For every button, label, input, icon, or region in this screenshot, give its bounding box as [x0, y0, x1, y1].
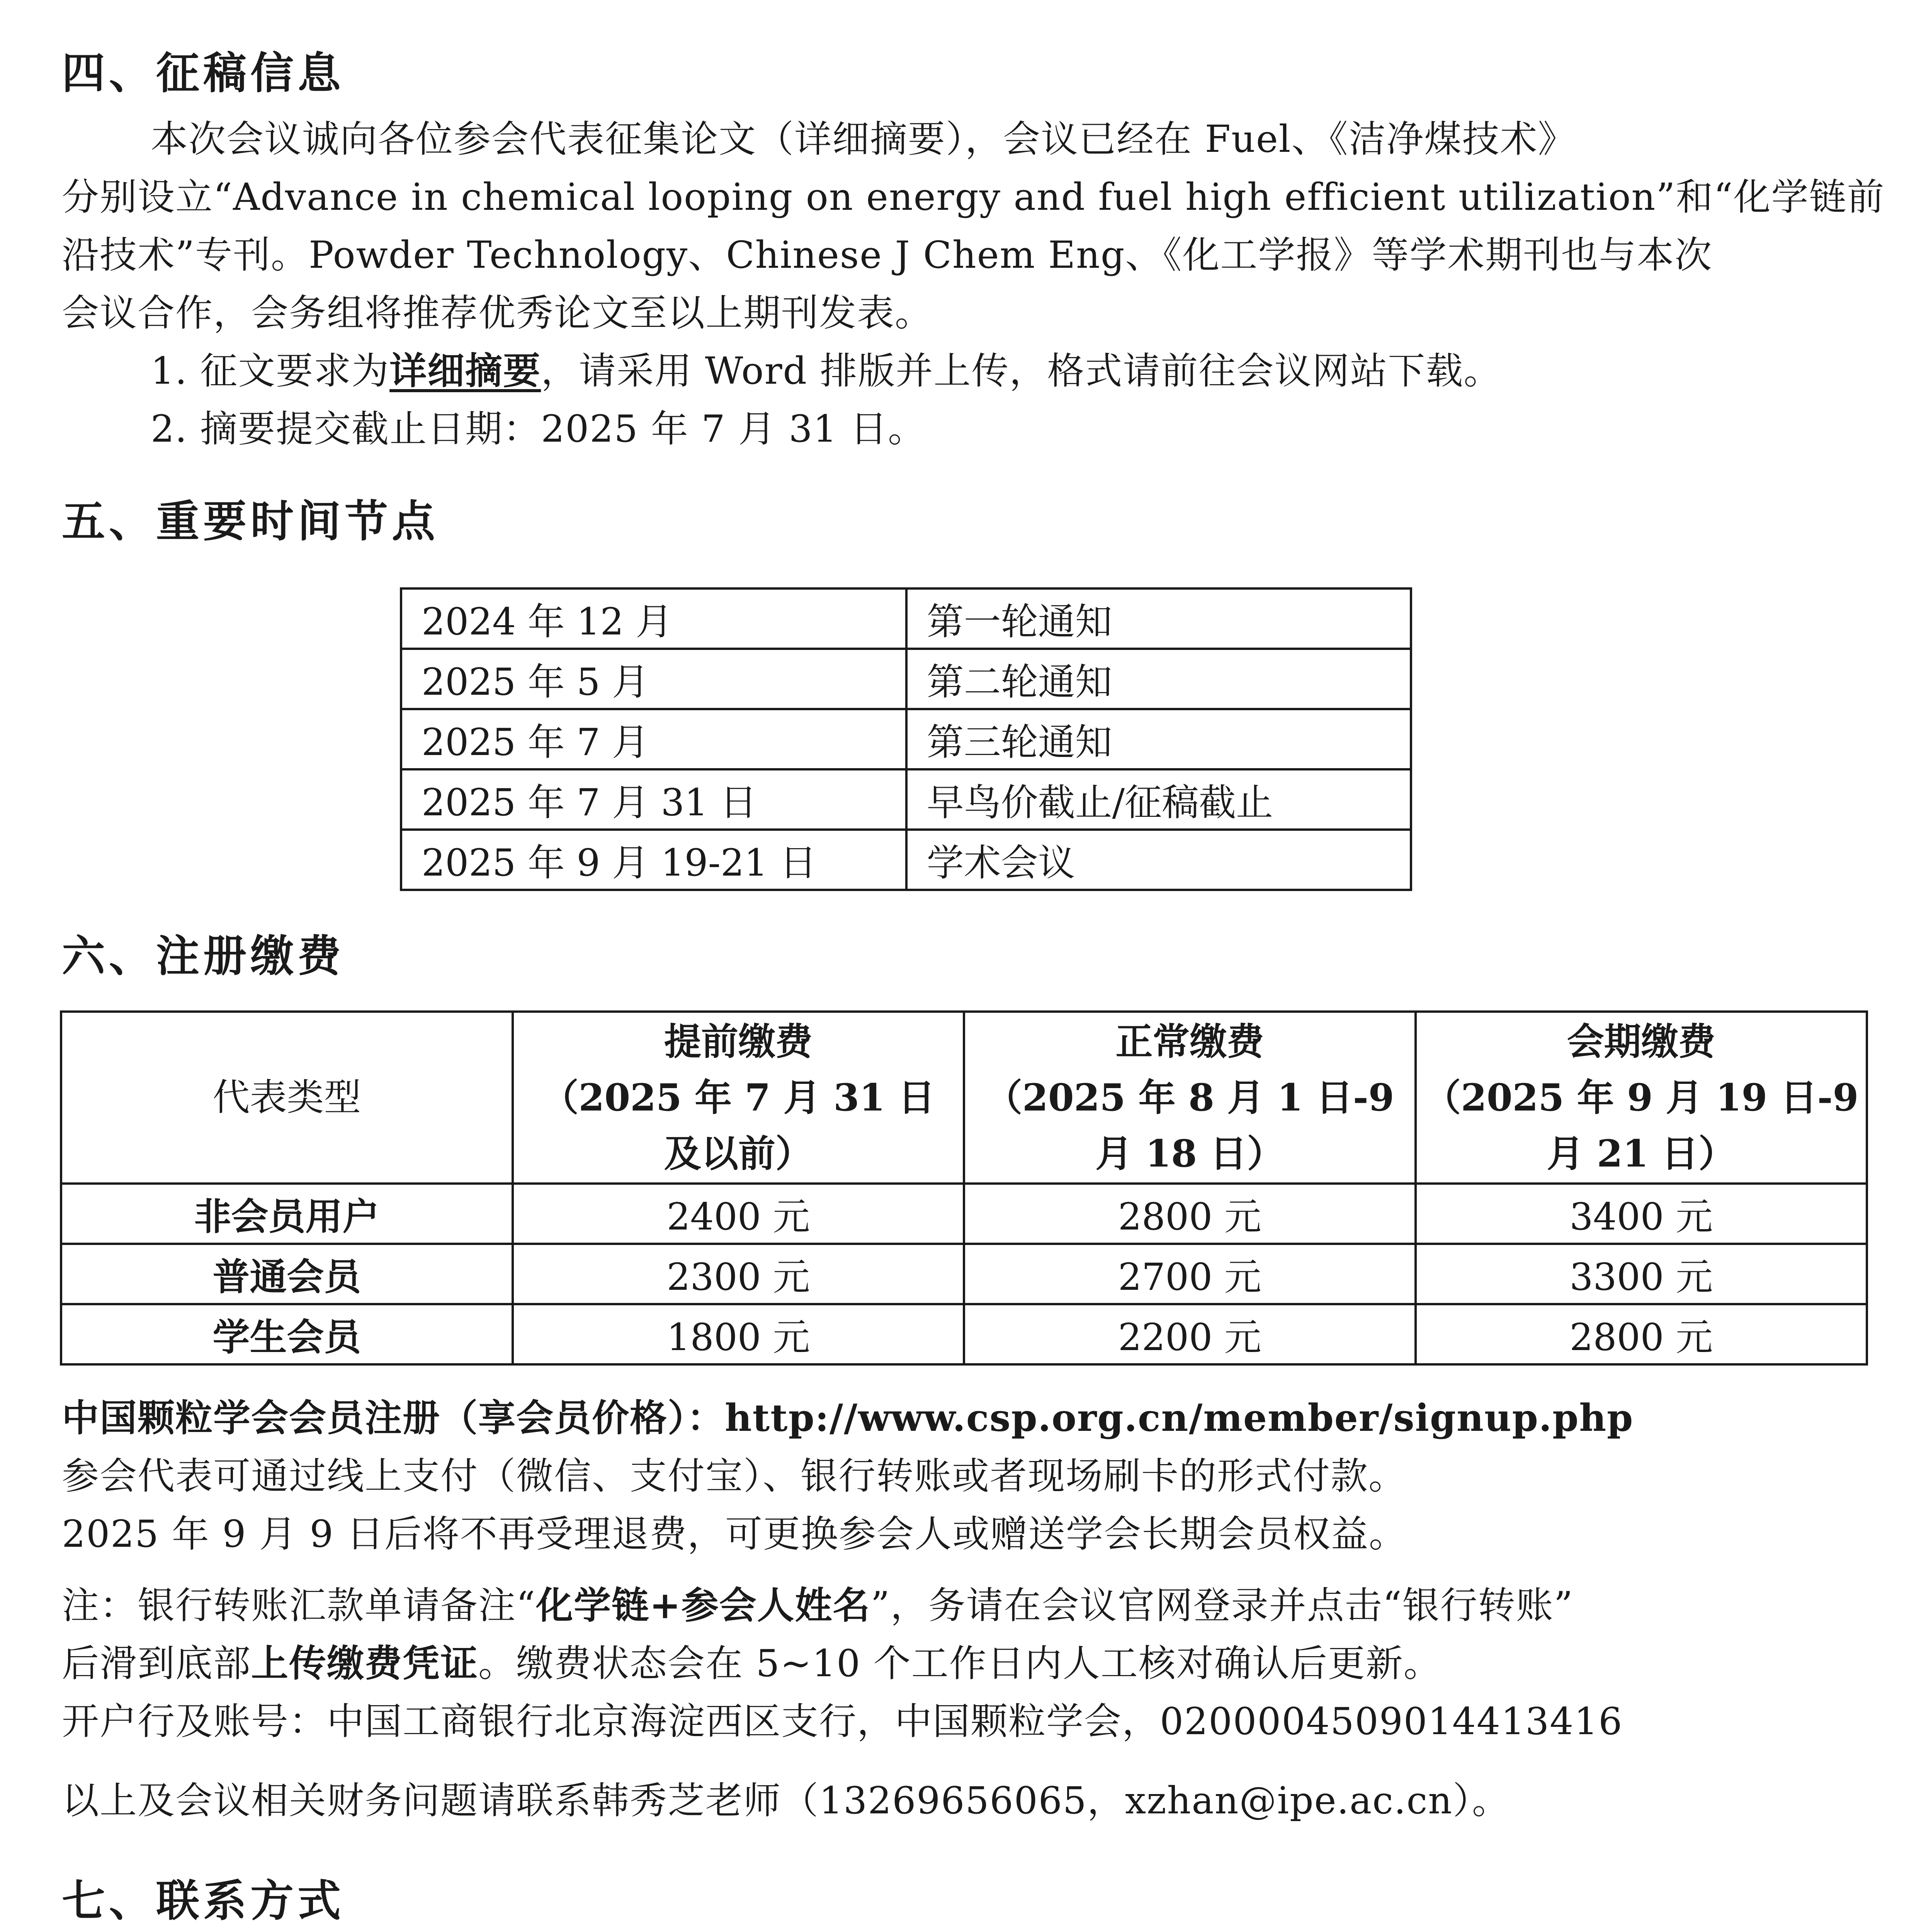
emphasis-text: 详细摘要 — [389, 349, 541, 393]
fee-cell: 3300 元 — [1416, 1244, 1867, 1304]
list-item: 2. 摘要提交截止日期：2025 年 7 月 31 日。 — [151, 407, 926, 451]
fee-cell: 3400 元 — [1416, 1184, 1867, 1244]
fee-cell: 1800 元 — [513, 1304, 964, 1364]
emphasis-text: 化学链+参会人姓名 — [536, 1583, 871, 1627]
table-row — [401, 830, 1411, 890]
section-heading-registration: 六、注册缴费 — [62, 931, 345, 981]
bank-transfer-note: 注：银行转账汇款单请备注“化学链+参会人姓名”，务请在会议官网登录并点击“银行转账” — [62, 1583, 1574, 1627]
table-row — [401, 769, 1411, 830]
section-heading-call-for-papers: 四、征稿信息 — [62, 48, 345, 99]
fee-cell: 2300 元 — [513, 1244, 964, 1304]
bank-account: 开户行及账号：中国工商银行北京海淀西区支行，中国颗粒学会，0200004509014413416 — [62, 1700, 1623, 1743]
date-cell: 2025 年 9 月 19-21 日 — [401, 830, 906, 890]
event-cell: 第一轮通知 — [906, 588, 1411, 649]
date-cell: 2024 年 12 月 — [401, 588, 906, 649]
paragraph-line: 本次会议诚向各位参会代表征集论文（详细摘要），会议已经在 Fuel、《洁净煤技术》 — [151, 117, 1576, 161]
event-cell: 学术会议 — [906, 830, 1411, 890]
event-cell: 早鸟价截止/征稿截止 — [906, 769, 1411, 830]
event-cell: 第二轮通知 — [906, 649, 1411, 709]
table-row — [401, 649, 1411, 709]
payment-methods: 参会代表可通过线上支付（微信、支付宝）、银行转账或者现场刷卡的形式付款。 — [62, 1454, 1406, 1498]
section-heading-key-dates: 五、重要时间节点 — [62, 496, 439, 547]
member-type-cell: 非会员用户 — [61, 1184, 513, 1244]
fee-cell: 2800 元 — [964, 1184, 1415, 1244]
paragraph-line: 会议合作，会务组将推荐优秀论文至以上期刊发表。 — [62, 291, 933, 335]
refund-policy: 2025 年 9 月 9 日后将不再受理退费，可更换参会人或赠送学会长期会员权益。 — [62, 1512, 1407, 1556]
bank-transfer-note: 后滑到底部上传缴费凭证。缴费状态会在 5~10 个工作日内人工核对确认后更新。 — [62, 1641, 1442, 1685]
fee-cell: 2700 元 — [964, 1244, 1415, 1304]
table-row — [401, 588, 1411, 649]
fee-table — [60, 1010, 1868, 1366]
table-row — [401, 709, 1411, 769]
member-signup-link[interactable]: 中国颗粒学会会员注册（享会员价格）：http://www.csp.org.cn/member/signup.php — [62, 1396, 1634, 1440]
paragraph-line: 沿技术”专刊。Powder Technology、Chinese J Chem Eng、《化工学报》等学术期刊也与本次 — [62, 233, 1713, 277]
date-cell: 2025 年 7 月 — [401, 709, 906, 769]
table-row — [61, 1304, 1867, 1364]
header-cell: 提前缴费 （2025 年 7 月 31 日 及以前） — [513, 1012, 964, 1184]
table-row — [61, 1244, 1867, 1304]
date-cell: 2025 年 7 月 31 日 — [401, 769, 906, 830]
header-cell: 会期缴费 （2025 年 9 月 19 日-9 月 21 日） — [1416, 1012, 1867, 1184]
fee-cell: 2200 元 — [964, 1304, 1415, 1364]
section-heading-contact: 七、联系方式 — [62, 1876, 345, 1926]
emphasis-text: 上传缴费凭证 — [251, 1641, 478, 1685]
paragraph-line: 分别设立“Advance in chemical looping on energy and fuel high efficient utilization”和“化学链前 — [62, 175, 1885, 219]
table-header-row — [61, 1012, 1867, 1184]
fee-cell: 2400 元 — [513, 1184, 964, 1244]
finance-contact: 以上及会议相关财务问题请联系韩秀芝老师（13269656065，xzhan@ipe.ac.cn）。 — [62, 1779, 1510, 1822]
member-type-cell: 学生会员 — [61, 1304, 513, 1364]
table-row — [61, 1184, 1867, 1244]
date-cell: 2025 年 5 月 — [401, 649, 906, 709]
timeline-table — [400, 587, 1412, 891]
list-item: 1. 征文要求为详细摘要，请采用 Word 排版并上传，格式请前往会议网站下载。 — [151, 349, 1502, 393]
event-cell: 第三轮通知 — [906, 709, 1411, 769]
header-cell: 正常缴费 （2025 年 8 月 1 日-9 月 18 日） — [964, 1012, 1415, 1184]
header-cell: 代表类型 — [61, 1012, 513, 1184]
fee-cell: 2800 元 — [1416, 1304, 1867, 1364]
member-type-cell: 普通会员 — [61, 1244, 513, 1304]
